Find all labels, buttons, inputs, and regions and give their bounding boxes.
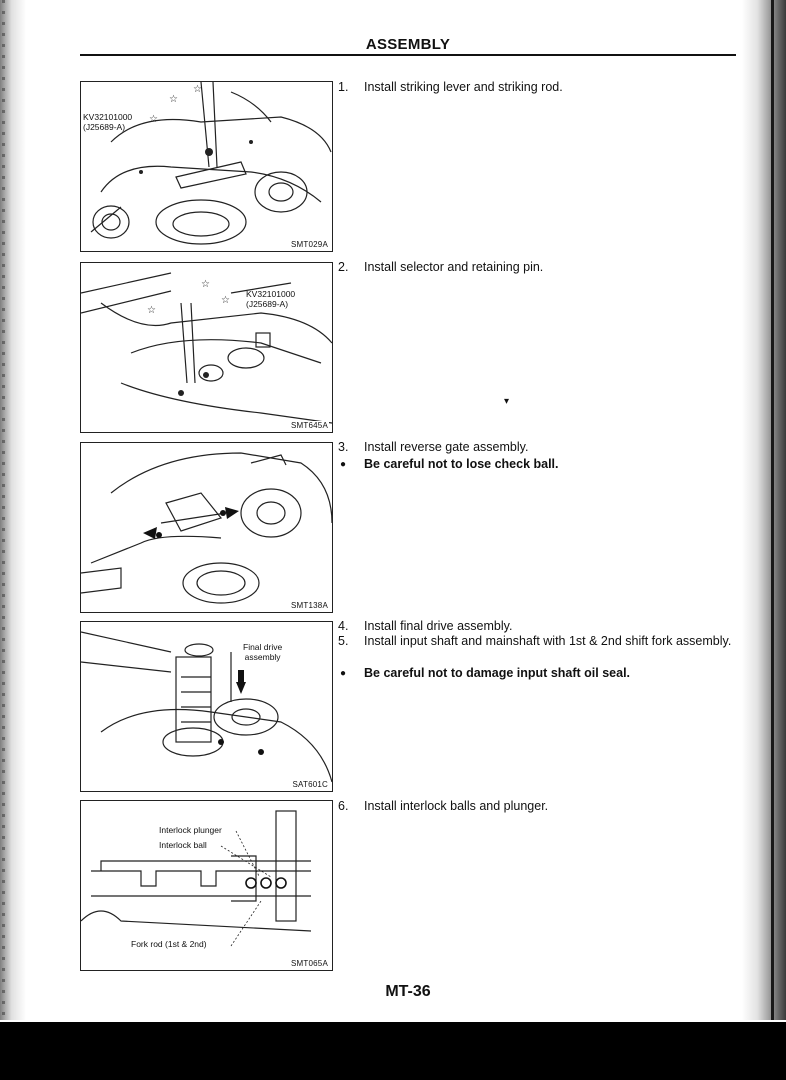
figure-code: SAT601C: [292, 780, 328, 789]
scan-edge-right-line: [771, 0, 774, 1020]
figure-interlock: [80, 800, 333, 971]
tool-alt-number-label: (J25689-A): [246, 299, 289, 309]
figure-code: SMT645A: [291, 421, 328, 430]
step-number: 4.: [338, 619, 349, 633]
step-number: 1.: [338, 80, 349, 94]
figure-final-drive: [80, 621, 333, 792]
figure-selector: [80, 262, 333, 433]
tool-number-label: KV32101000: [246, 289, 296, 299]
svg-text:☆: ☆: [201, 279, 210, 290]
final-drive-label: Final drive: [243, 642, 283, 652]
title-rule: [80, 54, 736, 56]
interlock-ball-label: Interlock ball: [159, 840, 207, 850]
scan-edge-left: [0, 0, 26, 1020]
step-text: Install interlock balls and plunger.: [364, 799, 549, 813]
figure-code: SMT029A: [291, 240, 328, 249]
step-text: Install input shaft and mainshaft with 1st & 2nd shift fork assembly.: [364, 634, 732, 648]
illustration-reverse-gate: [81, 443, 332, 612]
step-number: 5.: [338, 634, 349, 648]
svg-text:☆: ☆: [169, 94, 178, 105]
figure-code: SMT138A: [291, 601, 328, 610]
step-text: Install striking lever and striking rod.: [364, 80, 563, 94]
step-number: 2.: [338, 260, 349, 274]
illustration-striking-lever: [81, 82, 332, 251]
tool-alt-number-label: (J25689-A): [83, 122, 126, 132]
bullet-icon: ●: [340, 459, 347, 470]
tool-number-label: KV32101000: [83, 112, 133, 122]
figure-reverse-gate: [80, 442, 333, 613]
step-text: Install selector and retaining pin.: [364, 260, 544, 274]
svg-text:☆: ☆: [221, 295, 230, 306]
illustration-final-drive: [81, 622, 332, 791]
interlock-plunger-label: Interlock plunger: [159, 825, 222, 835]
step-text: Install reverse gate assembly.: [364, 440, 529, 454]
svg-text:☆: ☆: [147, 305, 156, 316]
svg-text:☆: ☆: [193, 84, 202, 95]
scan-bottom-band: [0, 1022, 786, 1080]
step-number: 6.: [338, 799, 349, 813]
page-title: ASSEMBLY: [365, 36, 451, 53]
bullet-icon: ●: [340, 668, 347, 679]
page-number: MT-36: [385, 983, 431, 1000]
caution-text: Be careful not to lose check ball.: [364, 457, 559, 471]
figure-code: SMT065A: [291, 959, 328, 968]
scan-speck: ▾: [504, 396, 510, 407]
figure-striking-lever: [80, 81, 333, 252]
step-number: 3.: [338, 440, 349, 454]
final-drive-label-line2: assembly: [244, 652, 281, 662]
caution-text: Be careful not to damage input shaft oil seal.: [364, 666, 631, 680]
scan-edge-right: [742, 0, 786, 1020]
fork-rod-label: Fork rod (1st & 2nd): [131, 939, 207, 949]
svg-text:☆: ☆: [149, 114, 158, 125]
step-text: Install final drive assembly.: [364, 619, 513, 633]
